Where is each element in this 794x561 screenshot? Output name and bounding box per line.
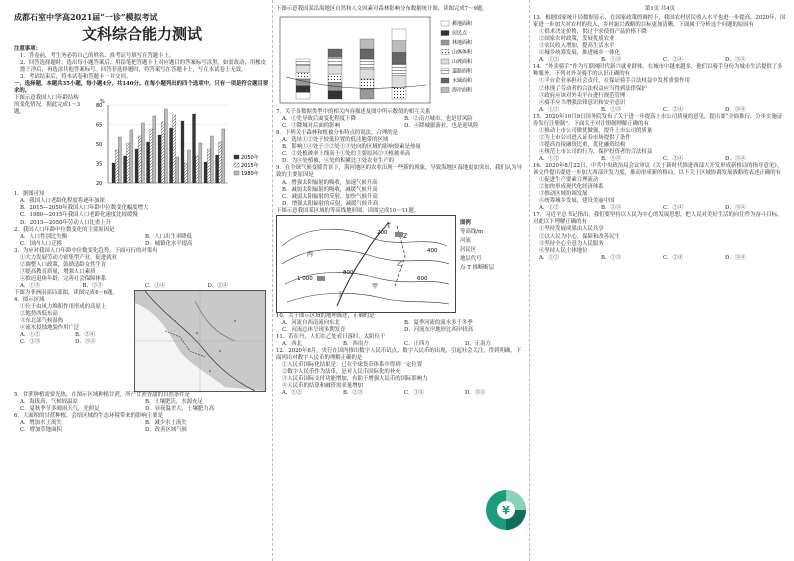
q13-option: B．①③: [601, 57, 622, 64]
bar: [164, 109, 167, 183]
q15-sub: ④规范上市公司的行为，保护投资者的合法权益: [539, 148, 653, 155]
q11-option: B．西南方: [343, 340, 369, 347]
legend-swatch: [234, 163, 239, 167]
bar: [181, 121, 184, 183]
q3-option: D．②④: [207, 282, 228, 289]
q5-stem: 5．甘蔗种植需要光热，在图示区域种植甘蔗，所产甘蔗香甜的自然条件是: [14, 391, 190, 398]
legend-swatch: [441, 69, 449, 74]
q14-option: D．③④: [725, 106, 746, 113]
q4-sub: ④流水侵蚀地貌作用广泛: [20, 325, 80, 332]
section-heading: 一、选择题，本题共35小题，每小题4分，共140分。在每小题列出的四个选项中，只有一项是符合题目要求的。: [14, 81, 269, 95]
bar-chart-svg: [88, 95, 268, 191]
legend-swatch: [441, 40, 449, 45]
bar: [138, 136, 141, 183]
stack-segment: [392, 76, 406, 88]
q8-sub: A．选址①②处于较低位置的低洼地带的区域: [282, 137, 389, 144]
q17-stem: 17．习近平总书记指出，我们要坚持以人民为中心的发展思想，把人民对美好生活的向往作为奋斗目标。对此以下理解正确的有: [533, 212, 783, 226]
q16-sub: ②加快形成现代化经济体系: [539, 184, 604, 191]
question-intro: 下图示意我国人口年龄结构的变化情况。据此完成1～3题。: [14, 95, 81, 116]
q11-option: C．正西方: [404, 340, 430, 347]
q4-sub: ①位于由风力堆积作用形成的高原上: [20, 304, 107, 311]
legend-label: 山坡面积: [452, 59, 473, 66]
legend-item: 河流: [460, 237, 471, 244]
q14-sub: ②体现了劳动者的合法权益应当得到法律保护: [539, 85, 647, 92]
column-2: [276, 6, 526, 397]
q14-sub: ④骑手应当增强法律意识和安全意识: [539, 99, 626, 106]
q9-stem: 9．在全球气候变暖背景下，海河地区的农业出现一些新的现象，导致海地区湿地更加突出，我们认为导致的主要原因是: [276, 165, 523, 179]
q7-stem: 7．关于各数据类型中的相关内容描述及图中所示数值的相互关系: [276, 109, 431, 116]
q15-option: A．①②: [539, 155, 560, 162]
q2-option: C．国内人口迁移: [20, 240, 62, 247]
q15-stem: 15．2020年10月9日国务院发布了关于进一步提高上市公司质量的意见，提出要“全面推行、分步实施证券发行注册制”。下面关于对注册制理解正确的有: [533, 113, 783, 127]
q12-option: B．②③: [343, 390, 364, 397]
q1-option: B．2015—2050年我国人口年龄中位数变化幅度增大: [20, 205, 149, 212]
bar: [135, 149, 138, 183]
contour-label: 400: [427, 247, 438, 254]
q16-sub: ③推动区域协调发展: [539, 191, 588, 198]
legend-label: 道路面积: [452, 68, 473, 75]
bar: [199, 143, 202, 183]
q6-option: D．改善区域气候: [145, 427, 188, 434]
q7-option: D．④降城旅游业，也是迎风险: [404, 123, 479, 130]
bar: [184, 163, 187, 183]
column-divider: [529, 0, 530, 561]
stacked-chart: [276, 15, 526, 107]
column-1: [14, 6, 270, 434]
contour-map-svg: [277, 216, 455, 312]
q15-sub: ①推动上市公司做优做强，提升上市公司的质量: [539, 127, 653, 134]
q2-option: A．人口性别比失衡: [20, 233, 68, 240]
legend-label: 1980年: [241, 171, 259, 178]
bar: [118, 137, 121, 183]
legend-swatch: [234, 171, 239, 175]
stack-segment: [328, 49, 342, 57]
q6-stem: 6．大面积的甘蔗种植，会给区域的生态环境带来的影响主要是: [14, 413, 163, 420]
q2-stem: 2．我国人口年龄中位数变化的主要原因是: [14, 226, 115, 233]
q14-stem: 14．“外卖骑手”作为互联网时代新兴就业群体，在城市中越来越多，他们以骑手身份为城市生活提供了多种服务。下列对外卖骑手的认识正确的有: [533, 64, 783, 78]
stack-segment: [360, 79, 374, 89]
q15-sub: ②为上市公司进入证券市场提供了条件: [539, 134, 631, 141]
q5-option: A．海拔高，气候较温凉: [20, 399, 78, 406]
q16-option: D．③④: [725, 205, 746, 212]
stack-segment: [296, 92, 310, 99]
bar: [141, 123, 144, 183]
y-tick-label: 50: [96, 142, 103, 149]
legend-swatch: [441, 88, 449, 93]
column-3: [533, 6, 787, 262]
q9-option: B．减弱太阳辐射的吸收，减缓气候升高: [282, 186, 378, 193]
bar: [161, 122, 164, 183]
africa-map: [134, 290, 266, 392]
q16-stem: 16．2020年8月22日，中共中央政治局会议审议《关于新时代推进西部大开发形成新格局的指导意见》。该文件提出要进一步加大西部开发力度，推动形成新的格局。以下关于区域协调发展战略的表述正确的有: [533, 163, 783, 177]
q14-sub: ①平台企业承担社会责任，在保证骑手合法权益中发挥重要作用: [539, 78, 690, 85]
stack-segment: [392, 87, 406, 99]
q11-option: A．西北: [282, 340, 303, 347]
q15-option: C．②④: [663, 155, 684, 162]
q12-sub: ④人民币的结算和融资需求量增加: [282, 383, 363, 390]
contour-point: 乙: [397, 260, 404, 268]
legend-swatch: [441, 78, 449, 83]
bar: [124, 156, 127, 183]
legend-label: 山体体积: [452, 49, 473, 56]
q8-stem: 8．下列关于森林和植被分布特点的说法，合理的是: [276, 130, 399, 137]
q3-option: A．①③: [20, 282, 41, 289]
y-tick-label: 20: [96, 181, 103, 188]
q13-option: A．①②: [539, 57, 560, 64]
africa-map-svg: [135, 291, 265, 391]
bar: [187, 150, 190, 183]
q9-option: D．增强太阳辐射的反射，减缓气候升高: [282, 200, 378, 207]
q4-option: A．①②: [20, 332, 41, 339]
stack-segment: [296, 59, 310, 66]
q17-option: D．③④: [725, 254, 746, 261]
legend-label: 水域面积: [452, 78, 473, 85]
q6-option: A．增加水土流失: [20, 420, 62, 427]
watermark-logo: [474, 478, 538, 542]
bar: [204, 162, 207, 183]
bar: [127, 143, 130, 183]
bar: [176, 157, 179, 183]
bar: [193, 114, 196, 183]
bar: [196, 156, 199, 183]
q2-option: B．人口出生率降低: [145, 233, 193, 240]
contour-point: 甲: [372, 282, 379, 290]
q12-sub: ①人民币国际化结果是：已在全球货币体系中得到一定位置: [282, 362, 423, 369]
stack-segment: [328, 74, 342, 82]
q17-option: B．①③: [601, 254, 622, 261]
q12-option: C．①④: [404, 390, 425, 397]
q16-sub: ④统筹城乡发展，建设美丽中国: [539, 198, 615, 205]
stack-segment: [328, 91, 342, 99]
q12-option: A．①②: [282, 390, 303, 397]
q13-option: C．②④: [663, 57, 684, 64]
exam-title: 文科综合能力测试: [81, 25, 202, 43]
stack-segment: [392, 64, 406, 76]
q15-sub: ③提高直接融资比重，优化融资结构: [539, 141, 626, 148]
q10-option: C．河流总体呈现多期发育: [282, 326, 346, 333]
contour-point: 丙: [307, 250, 314, 258]
q3-option: C．①④: [145, 282, 166, 289]
y-tick-label: 65: [96, 122, 103, 129]
bar: [222, 129, 225, 183]
q9-option: C．减弱太阳辐射的反射，加快气候升高: [282, 193, 378, 200]
q4-option: D．③④: [75, 339, 96, 346]
bar: [219, 142, 222, 183]
contour-label: 600: [417, 275, 428, 282]
q12-sub: ③人民币国际支付功能增加，有助于增强人民币的国际影响力: [282, 376, 428, 383]
q10-option: B．夏季河流的流水多于冬季: [404, 319, 473, 326]
q13-sub: ①供求决定价格，供过于求使得产品价格下降: [539, 29, 647, 36]
legend-label: 2015年: [241, 163, 259, 170]
q13-sub: ④城乡统筹发展，推进城乡一体化: [539, 50, 620, 57]
contour-map: [276, 215, 456, 313]
notice-heading: 注意事项：: [14, 46, 41, 52]
legend-label: 林地面积: [452, 40, 473, 47]
bar: [170, 128, 173, 183]
stack-segment: [328, 57, 342, 65]
stack-segment: [360, 39, 374, 49]
stack-segment: [360, 59, 374, 69]
notice-item: 2．回答选择题时，选出每小题答案后，用铅笔把答题卡上对应题目的答案标号涂黑。如需改动，用橡皮擦干净后，再选涂其他答案标号。回答非选择题时，将答案写在答题卡上，写在本试卷上无效。: [20, 60, 267, 74]
stack-segment: [360, 69, 374, 79]
bar: [173, 115, 176, 183]
stacked-chart-svg: [276, 15, 526, 107]
age-bar-chart: [88, 95, 268, 191]
q4-option: C．①③: [20, 339, 41, 346]
q12-sub: ②数字人民币作为法币，是对人民币国际化的补充: [282, 369, 401, 376]
q17-sub: ③坚持全心全意为人民服务: [539, 240, 604, 247]
legend-swatch: [441, 21, 449, 26]
contour-point: Z: [403, 232, 408, 240]
q1-option: D．2015—2050年劳动人口比重上升: [20, 219, 112, 226]
y-tick-label: 35: [96, 161, 103, 168]
q2-option: D．城镇化水平提高: [145, 240, 193, 247]
q17-sub: ①坚持发展成果由人民共享: [539, 226, 604, 233]
stack-segment: [392, 52, 406, 64]
notice-item: 3．考试结束后，将本试卷和答题卡一并交回。: [20, 74, 132, 81]
stack-segment: [296, 86, 310, 93]
legend-swatch: [441, 31, 449, 36]
school-title: 成都石室中学高2021届“一诊”模拟考试: [14, 12, 158, 22]
q12-stem: 12．2020年8月，央行在国内推出数字人民币试点。数字人民币的出现，引起社会关注，得到明确。下面列出对数字人民币的理解正确的是: [276, 347, 522, 362]
bar: [153, 116, 156, 183]
q17-sub: ②以人民为中心，保障和改善民生: [539, 233, 620, 240]
q13-sub: ②国家农村政策，发展优质农业: [539, 36, 615, 43]
legend-swatch: [441, 50, 449, 55]
map-legend: [460, 215, 494, 313]
q8-sub: D．为④处植被，④处的积累比③处农业生产的: [282, 158, 395, 165]
q6-option: B．减少水土流失: [145, 420, 187, 427]
q16-sub: ①促进生产要素合理流动: [539, 177, 599, 184]
map-intro: 下图为非洲南部局部图，读图完成4～6题。: [14, 289, 118, 296]
q7-option: C．③降城对后面的影响: [282, 123, 341, 130]
stack-segment: [360, 49, 374, 59]
legend-item: 点-T 推断断层: [460, 264, 495, 271]
q10-option: A．河流自西南流向东北: [282, 319, 340, 326]
bar: [216, 155, 219, 183]
q17-option: A．①②: [539, 254, 560, 261]
q5-option: D．昼夜温差大，土壤肥力高: [145, 406, 215, 413]
q14-sub: ③政府应该对外卖平台进行规范管理: [539, 92, 626, 99]
stack-segment: [392, 29, 406, 41]
contour-label: 200: [377, 229, 388, 236]
bar: [158, 135, 161, 183]
contour-point: T: [387, 222, 391, 230]
q6-option: C．增加草地面积: [20, 427, 62, 434]
column-divider: [272, 0, 273, 561]
q3-sub: ②调整人口政策，鼓励适龄女性生育: [20, 261, 107, 268]
q9-option: A．增强太阳辐射的吸收，加速气候升高: [282, 179, 378, 186]
q8-sub: C．②处植被率上线高于①处的主要原因②③植被率高: [282, 151, 411, 158]
q14-option: A．①②: [539, 106, 560, 113]
q17-sub: ④坚持人民主体地位: [539, 247, 588, 254]
q16-option: B．①③: [601, 205, 622, 212]
map2-intro: 下图示意我国某区域的等高线地形图，读图完成10～11题。: [276, 207, 420, 214]
bar: [210, 136, 213, 183]
q13-sub: ③农民收入增加，提高生活水平: [539, 43, 615, 50]
q10-stem: 10．关于图示区域的地理描述，正确的是: [276, 312, 375, 319]
q4-stem: 4．图示区域: [14, 297, 45, 304]
q13-option: D．③④: [725, 57, 746, 64]
y-axis-label: %: [100, 99, 105, 106]
q5-option: C．夏秋季节多晴雨天气，光照足: [20, 406, 100, 413]
q5-option: B．土壤肥沃，水源充足: [145, 399, 203, 406]
bar: [147, 142, 150, 183]
q4-option: B．②④: [75, 332, 96, 339]
q1-stem: 1．据图可知: [14, 191, 45, 198]
q3-sub: ①大力发展劳动力密集型产业，促进就业: [20, 254, 118, 261]
legend-label: 海岸面积: [452, 87, 473, 94]
stack-segment: [328, 66, 342, 74]
q4-sub: ②地势西低东高: [20, 311, 58, 318]
contour-point: 丁: [337, 290, 344, 298]
stack-segment: [360, 89, 374, 99]
bar: [130, 130, 133, 183]
q8-sub: B．影响①④处于③②处①③处向的区域的影响要素是热量: [282, 144, 421, 151]
bar: [112, 163, 115, 183]
q7-option: A．①先导致后面变化程度下降: [282, 116, 356, 123]
q7-option: B．②南方城市，也是冒风险: [404, 116, 473, 123]
q3-sub: ③提高教育质量，增强人口素质: [20, 268, 96, 275]
svg-text:¥: ¥: [502, 504, 510, 517]
yuan-logo-icon: [474, 478, 538, 542]
contour-label: 1 000: [297, 275, 313, 282]
notice-item: 1．答卷前，考生务必将自己的姓名、准考证号填写在答题卡上。: [20, 53, 175, 60]
page-number: 第1页 共4页: [644, 6, 676, 12]
q3-option: B．②③: [82, 282, 103, 289]
stack-segment: [296, 72, 310, 79]
q11-option: D．正南方: [465, 340, 491, 347]
legend-item: 等高线/m: [460, 228, 484, 235]
q14-option: B．①③: [601, 106, 622, 113]
q11-stem: 11．若在丹，人们在乙处看日落时，太阳位于: [276, 333, 386, 340]
bar: [150, 129, 153, 183]
q15-option: D．③④: [725, 155, 746, 162]
q16-option: C．②④: [663, 205, 684, 212]
q7-intro: 下图示意我国某沿海地区自然和人文因素对森林影响分布数据统计图，读图完成7～9题。: [276, 6, 488, 12]
legend-label: 居民点: [452, 30, 468, 37]
legend-swatch: [234, 155, 239, 159]
legend-title: 图例: [460, 219, 471, 226]
y-tick-label: 80: [96, 103, 103, 110]
q1-option: C．1980—2015年我国人口老龄化速度比较缓慢: [20, 212, 138, 219]
legend-label: 耕地面积: [452, 21, 473, 28]
q1-option: A．我国人口老龄化程度将逐年加深: [20, 198, 105, 205]
legend-swatch: [441, 59, 449, 64]
legend-item: 地层代号: [460, 255, 482, 262]
legend-label: 2050年: [241, 155, 259, 162]
bar: [115, 150, 118, 183]
q13-stem: 13．根据国家统计局数据显示，在国家政策的调控下，我国农村居民收入水平也进一步提高，2020年，国家进一步加大对农村的投入，乡村振兴战略的目标更加清晰。下面属于分析这个问题的原因有: [533, 15, 786, 29]
q15-option: B．①③: [601, 155, 622, 162]
bar: [207, 149, 210, 183]
q14-option: C．②④: [663, 106, 684, 113]
q10-option: D．河流东岸地形比西岸较高: [404, 326, 474, 333]
q3-stem: 3．为应对我国人口年龄中位数变化趋势，下面可行的对策有: [14, 247, 158, 254]
stack-segment: [392, 41, 406, 53]
legend-item: 居民区: [460, 246, 477, 253]
q12-option: D．③④: [465, 390, 486, 397]
contour-label: 800: [343, 269, 354, 276]
stack-segment: [296, 66, 310, 73]
q4-sub: ③东北部气候湿热: [20, 318, 64, 325]
q17-option: C．②④: [663, 254, 684, 261]
q16-option: A．①②: [539, 205, 560, 212]
q3-sub: ④推迟退休年龄，完善社会保障体系: [20, 275, 107, 282]
